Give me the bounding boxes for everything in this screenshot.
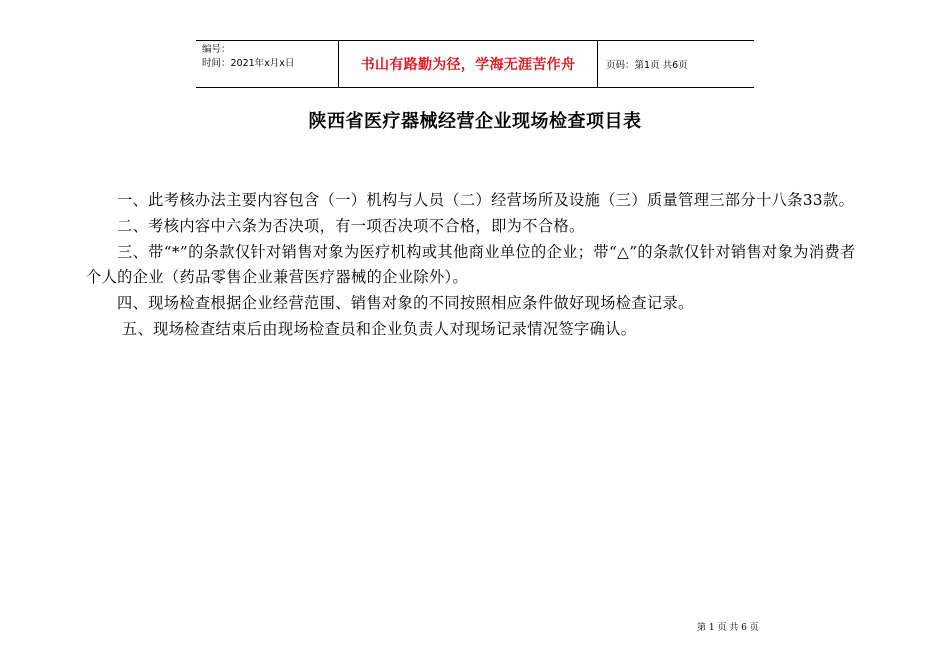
page-footer: 第 1 页 共 6 页: [697, 623, 759, 633]
paragraph-1: 一、此考核办法主要内容包含（一）机构与人员（二）经营场所及设施（三）质量管理三部分十八条33款。: [117, 191, 855, 209]
document-header: [196, 40, 754, 88]
paragraph-3: 三、带“*”的条款仅针对销售对象为医疗机构或其他商业单位的企业；带“△”的条款仅针对销售对象为消费者个人的企业（药品零售企业兼营医疗器械的企业除外）。: [86, 242, 856, 287]
header-page-info: 页码：第1页 共6页: [606, 60, 688, 71]
paragraph-5: 五、现场检查结束后由现场检查员和企业负责人对现场记录情况签字确认。: [122, 319, 637, 338]
document-title: 陕西省医疗器械经营企业现场检查项目表: [308, 111, 642, 132]
paragraph-2: 二、考核内容中六条为否决项，有一项否决项不合格，即为不合格。: [117, 216, 585, 235]
paragraph-4: 四、现场检查根据企业经营范围、销售对象的不同按照相应条件做好现场检查记录。: [117, 294, 694, 313]
time-label: 时间：2021年x月x日: [202, 58, 295, 69]
header-meta: [196, 41, 338, 87]
document-body: [86, 188, 866, 343]
header-motto: 书山有路勤为径，学海无涯苦作舟: [338, 41, 598, 87]
code-label: 编号：: [202, 44, 231, 55]
